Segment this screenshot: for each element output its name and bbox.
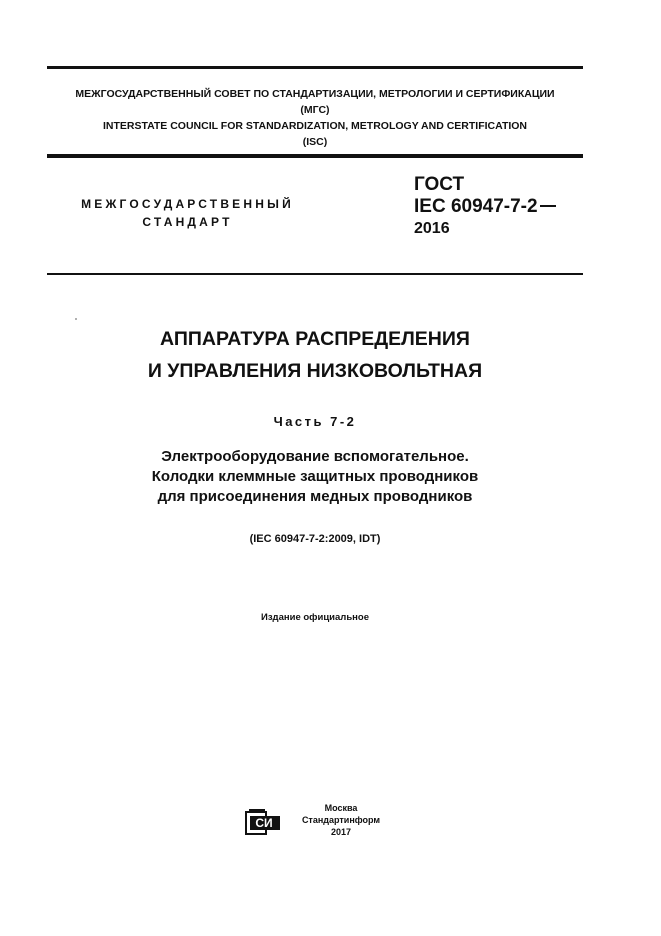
council-name-ru: МЕЖГОСУДАРСТВЕННЫЙ СОВЕТ ПО СТАНДАРТИЗАЦИИ, МЕТРОЛОГИИ И СЕРТИФИКАЦИИ	[75, 88, 555, 100]
interstate-label-line2: СТАНДАРТ	[142, 215, 233, 229]
standartinform-logo	[245, 808, 285, 838]
publisher-name: Стандартинформ	[301, 815, 381, 825]
logo-text: СИ	[255, 816, 273, 830]
gost-number: IEC 60947-7-2	[414, 196, 538, 217]
document-title	[60, 323, 570, 387]
dash-mark	[540, 205, 556, 207]
publisher-info	[296, 802, 386, 838]
iec-reference: (IEC 60947-7-2:2009, IDT)	[249, 533, 381, 545]
scan-speck	[75, 318, 77, 320]
council-abbr-en: (ISC)	[302, 136, 328, 148]
interstate-standard-label	[80, 195, 295, 231]
document-subtitle	[60, 447, 570, 507]
title-line1: АППАРАТУРА РАСПРЕДЕЛЕНИЯ	[160, 328, 470, 350]
council-abbr-ru: (МГС)	[300, 104, 330, 116]
publisher-city: Москва	[324, 803, 358, 813]
designation-divider	[47, 273, 583, 275]
logo-graphic	[245, 808, 285, 838]
gost-label: ГОСТ	[414, 174, 465, 195]
gost-designation	[414, 174, 556, 240]
publisher-year: 2017	[330, 827, 352, 837]
part-number: Часть 7-2	[273, 414, 357, 429]
edition-note: Издание официальное	[261, 612, 369, 623]
council-header	[47, 86, 583, 150]
subtitle-line3: для присоединения медных проводников	[157, 488, 473, 505]
subtitle-line1: Электрооборудование вспомогательное.	[161, 448, 469, 465]
council-name-en: INTERSTATE COUNCIL FOR STANDARDIZATION, METROLOGY AND CERTIFICATION	[102, 120, 528, 132]
gost-year: 2016	[414, 220, 450, 237]
top-rule	[47, 66, 583, 69]
subtitle-line2: Колодки клеммные защитных проводников	[151, 468, 479, 485]
title-line2: И УПРАВЛЕНИЯ НИЗКОВОЛЬТНАЯ	[147, 360, 483, 382]
interstate-label-line1: МЕЖГОСУДАРСТВЕННЫЙ	[81, 197, 294, 211]
header-divider	[47, 154, 583, 158]
